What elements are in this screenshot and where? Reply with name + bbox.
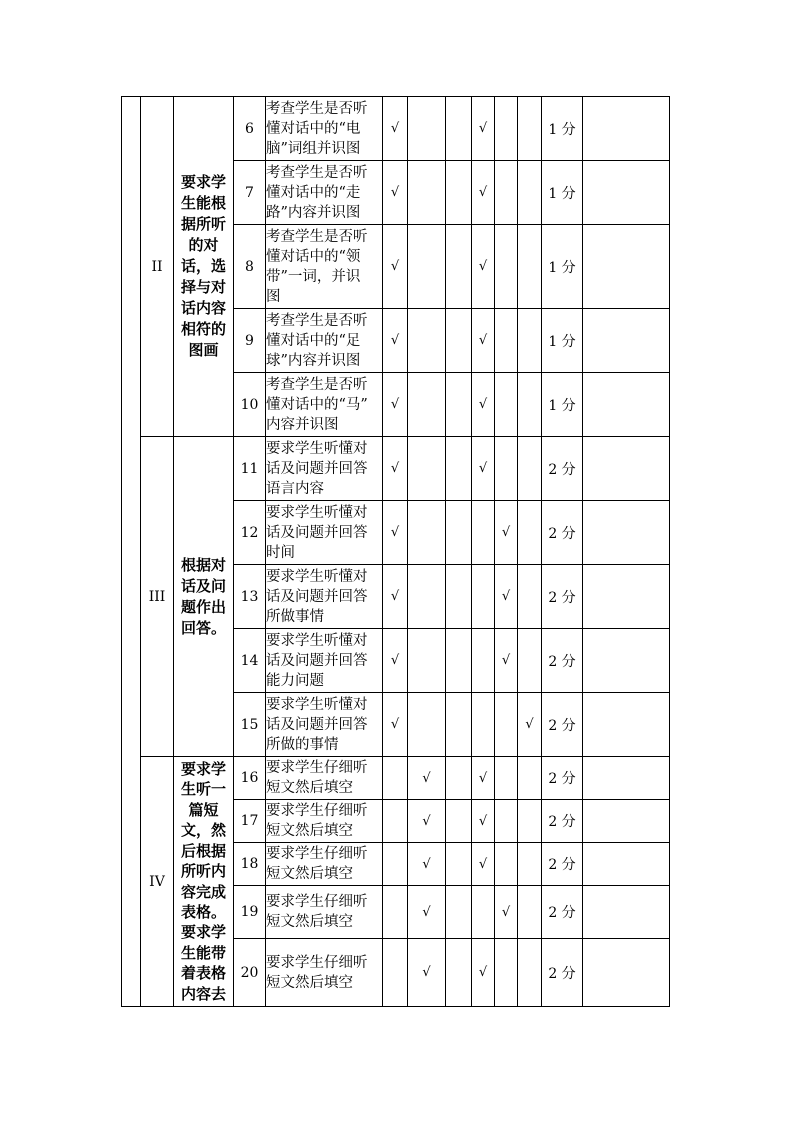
mark-cell <box>518 843 542 886</box>
item-number: 15 <box>234 693 266 757</box>
mark-cell <box>408 373 446 437</box>
mark-cell <box>446 939 472 1007</box>
mark-cell <box>383 939 408 1007</box>
mark-cell <box>472 501 495 565</box>
mark-cell <box>518 373 542 437</box>
item-number: 7 <box>234 161 266 225</box>
mark-cell <box>383 843 408 886</box>
check-mark: √ <box>408 800 446 843</box>
mark-cell <box>518 800 542 843</box>
mark-cell <box>495 693 518 757</box>
mark-cell <box>518 225 542 309</box>
check-mark: √ <box>518 693 542 757</box>
score: 2 分 <box>542 629 583 693</box>
mark-cell <box>472 693 495 757</box>
mark-cell <box>495 309 518 373</box>
mark-cell <box>518 97 542 161</box>
mark-cell <box>495 373 518 437</box>
check-mark: √ <box>495 501 518 565</box>
item-description: 要求学生仔细听 短文然后填空 <box>266 886 383 939</box>
mark-cell <box>408 309 446 373</box>
item-number: 10 <box>234 373 266 437</box>
check-mark: √ <box>472 309 495 373</box>
remarks-cell <box>583 629 670 693</box>
check-mark: √ <box>495 886 518 939</box>
check-mark: √ <box>383 97 408 161</box>
check-mark: √ <box>383 565 408 629</box>
mark-cell <box>446 629 472 693</box>
item-description: 考查学生是否听 懂对话中的“领 带”一词，并识 图 <box>266 225 383 309</box>
item-number: 14 <box>234 629 266 693</box>
check-mark: √ <box>383 225 408 309</box>
remarks-cell <box>583 373 670 437</box>
item-description: 考查学生是否听 懂对话中的“电 脑”词组并识图 <box>266 97 383 161</box>
mark-cell <box>408 161 446 225</box>
table-row <box>122 437 670 501</box>
score: 1 分 <box>542 225 583 309</box>
remarks-cell <box>583 437 670 501</box>
mark-cell <box>518 757 542 800</box>
mark-cell <box>518 501 542 565</box>
score: 2 分 <box>542 565 583 629</box>
margin-cell <box>122 97 141 1007</box>
mark-cell <box>446 373 472 437</box>
item-description: 要求学生听懂对 话及问题并回答 所做的事情 <box>266 693 383 757</box>
item-number: 18 <box>234 843 266 886</box>
item-number: 6 <box>234 97 266 161</box>
mark-cell <box>408 565 446 629</box>
mark-cell <box>518 939 542 1007</box>
mark-cell <box>495 225 518 309</box>
item-number: 11 <box>234 437 266 501</box>
mark-cell <box>495 437 518 501</box>
part-label: III <box>141 437 174 757</box>
mark-cell <box>446 501 472 565</box>
mark-cell <box>518 161 542 225</box>
score: 1 分 <box>542 161 583 225</box>
remarks-cell <box>583 309 670 373</box>
check-mark: √ <box>472 97 495 161</box>
mark-cell <box>383 757 408 800</box>
mark-cell <box>446 565 472 629</box>
mark-cell <box>408 629 446 693</box>
mark-cell <box>472 886 495 939</box>
remarks-cell <box>583 693 670 757</box>
item-description: 要求学生听懂对 话及问题并回答 能力问题 <box>266 629 383 693</box>
mark-cell <box>446 97 472 161</box>
item-number: 12 <box>234 501 266 565</box>
remarks-cell <box>583 886 670 939</box>
mark-cell <box>518 437 542 501</box>
mark-cell <box>446 886 472 939</box>
score: 2 分 <box>542 800 583 843</box>
mark-cell <box>446 225 472 309</box>
mark-cell <box>408 501 446 565</box>
item-description: 要求学生仔细听 短文然后填空 <box>266 800 383 843</box>
check-mark: √ <box>472 437 495 501</box>
item-description: 要求学生听懂对 话及问题并回答 时间 <box>266 501 383 565</box>
mark-cell <box>446 757 472 800</box>
check-mark: √ <box>472 800 495 843</box>
check-mark: √ <box>472 757 495 800</box>
assessment-table <box>121 96 670 1007</box>
check-mark: √ <box>383 309 408 373</box>
item-description: 要求学生听懂对 话及问题并回答 所做事情 <box>266 565 383 629</box>
check-mark: √ <box>383 373 408 437</box>
check-mark: √ <box>495 565 518 629</box>
check-mark: √ <box>383 629 408 693</box>
mark-cell <box>495 97 518 161</box>
item-number: 16 <box>234 757 266 800</box>
item-description: 要求学生仔细听 短文然后填空 <box>266 939 383 1007</box>
mark-cell <box>408 97 446 161</box>
check-mark: √ <box>383 501 408 565</box>
item-number: 17 <box>234 800 266 843</box>
item-number: 8 <box>234 225 266 309</box>
score: 2 分 <box>542 757 583 800</box>
part-label: II <box>141 97 174 437</box>
mark-cell <box>495 161 518 225</box>
mark-cell <box>446 161 472 225</box>
mark-cell <box>408 437 446 501</box>
mark-cell <box>472 565 495 629</box>
score: 2 分 <box>542 843 583 886</box>
mark-cell <box>495 757 518 800</box>
item-description: 考查学生是否听 懂对话中的“走 路”内容并识图 <box>266 161 383 225</box>
mark-cell <box>408 693 446 757</box>
mark-cell <box>495 939 518 1007</box>
item-description: 考查学生是否听 懂对话中的“马” 内容并识图 <box>266 373 383 437</box>
mark-cell <box>495 843 518 886</box>
mark-cell <box>408 225 446 309</box>
item-number: 13 <box>234 565 266 629</box>
check-mark: √ <box>408 886 446 939</box>
check-mark: √ <box>472 225 495 309</box>
table-row <box>122 97 670 161</box>
item-description: 考查学生是否听 懂对话中的“足 球”内容并识图 <box>266 309 383 373</box>
remarks-cell <box>583 225 670 309</box>
mark-cell <box>472 629 495 693</box>
mark-cell <box>446 693 472 757</box>
item-description: 要求学生听懂对 话及问题并回答 语言内容 <box>266 437 383 501</box>
mark-cell <box>383 886 408 939</box>
remarks-cell <box>583 501 670 565</box>
mark-cell <box>518 565 542 629</box>
remarks-cell <box>583 939 670 1007</box>
remarks-cell <box>583 757 670 800</box>
mark-cell <box>518 309 542 373</box>
mark-cell <box>518 629 542 693</box>
remarks-cell <box>583 800 670 843</box>
mark-cell <box>446 800 472 843</box>
score: 2 分 <box>542 886 583 939</box>
part-label: IV <box>141 757 174 1007</box>
check-mark: √ <box>472 161 495 225</box>
score: 1 分 <box>542 309 583 373</box>
remarks-cell <box>583 161 670 225</box>
check-mark: √ <box>408 757 446 800</box>
score: 1 分 <box>542 373 583 437</box>
check-mark: √ <box>408 939 446 1007</box>
check-mark: √ <box>408 843 446 886</box>
check-mark: √ <box>383 693 408 757</box>
item-description: 要求学生仔细听 短文然后填空 <box>266 757 383 800</box>
mark-cell <box>446 437 472 501</box>
score: 2 分 <box>542 437 583 501</box>
requirement-text: 要求学 生听一 篇短 文，然 后根据 所听内 容完成 表格。 要求学 生能带 着表格 内容去 <box>174 757 234 1007</box>
remarks-cell <box>583 97 670 161</box>
check-mark: √ <box>383 437 408 501</box>
mark-cell <box>446 843 472 886</box>
check-mark: √ <box>472 843 495 886</box>
check-mark: √ <box>495 629 518 693</box>
item-description: 要求学生仔细听 短文然后填空 <box>266 843 383 886</box>
mark-cell <box>495 800 518 843</box>
item-number: 20 <box>234 939 266 1007</box>
score: 2 分 <box>542 939 583 1007</box>
requirement-text: 要求学 生能根 据所听 的对 话，选 择与对 话内容 相符的 图画 <box>174 97 234 437</box>
check-mark: √ <box>383 161 408 225</box>
check-mark: √ <box>472 373 495 437</box>
item-number: 9 <box>234 309 266 373</box>
remarks-cell <box>583 565 670 629</box>
table-row <box>122 757 670 800</box>
requirement-text: 根据对 话及问 题作出 回答。 <box>174 437 234 757</box>
mark-cell <box>383 800 408 843</box>
item-number: 19 <box>234 886 266 939</box>
mark-cell <box>446 309 472 373</box>
score: 2 分 <box>542 501 583 565</box>
mark-cell <box>518 886 542 939</box>
score: 2 分 <box>542 693 583 757</box>
score: 1 分 <box>542 97 583 161</box>
remarks-cell <box>583 843 670 886</box>
check-mark: √ <box>472 939 495 1007</box>
